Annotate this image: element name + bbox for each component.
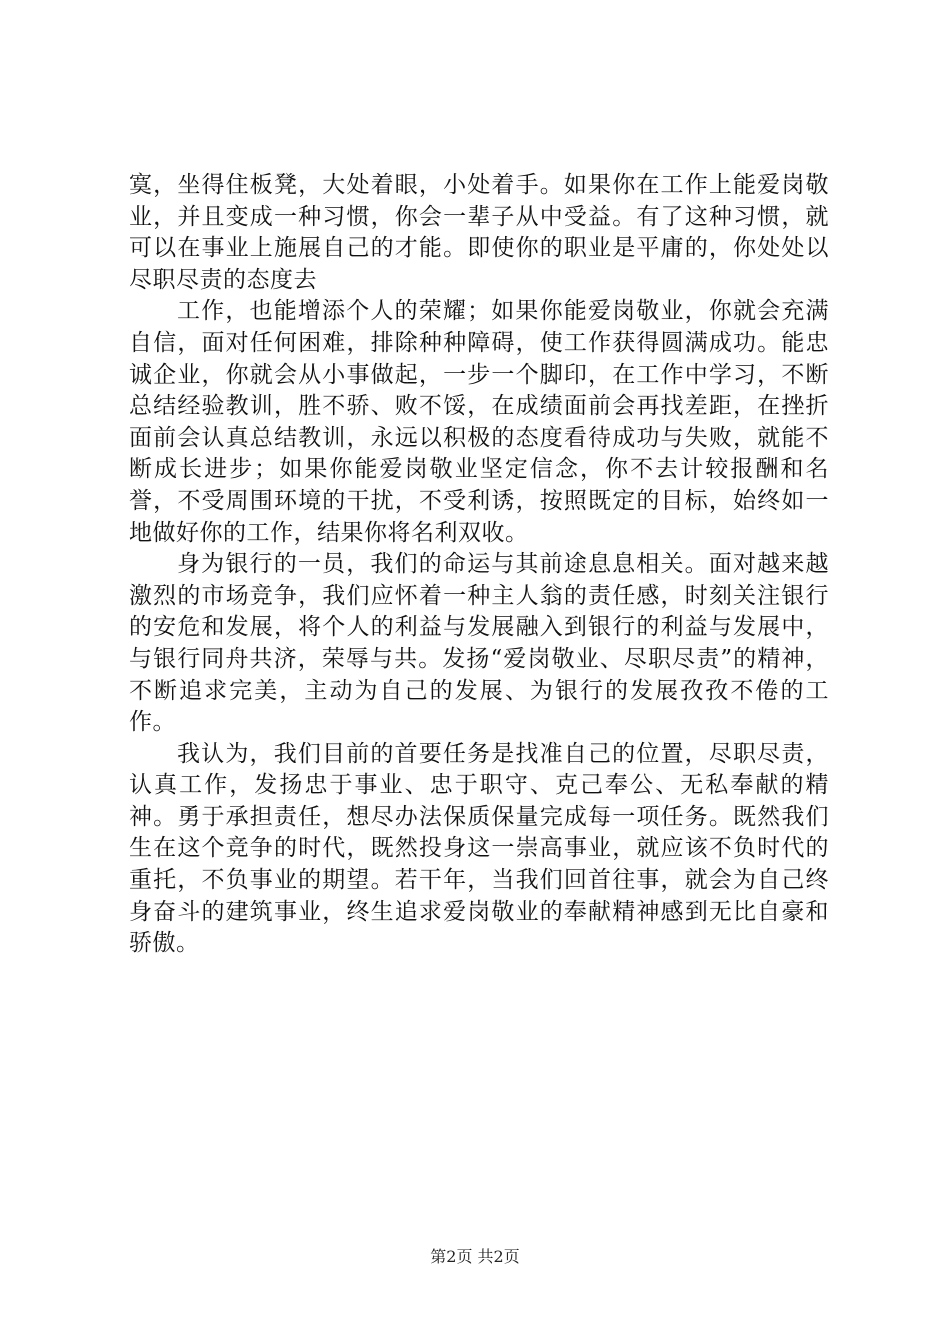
- document-body: [129, 170, 829, 960]
- page-footer: 第2页 共2页: [430, 1247, 520, 1266]
- paragraph-2: 工作，也能增添个人的荣耀；如果你能爱岗敬业，你就会充满自信，面对任何困难，排除种种障碍，使工作获得圆满成功。能忠诚企业，你就会从小事做起，一步一个脚印，在工作中学习，不断总结经验教训，胜不骄、败不馁，在成绩面前会再找差距，在挫折面前会认真总结教训，永远以积极的态度看待成功与失败，就能不断成长进步；如果你能爱岗敬业坚定信念，你不去计较报酬和名誉，不受周围环境的干扰，不受利诱，按照既定的目标，始终如一地做好你的工作，结果你将名利双收。: [129, 298, 829, 546]
- paragraph-1: 寞，坐得住板凳，大处着眼，小处着手。如果你在工作上能爱岗敬业，并且变成一种习惯，你会一辈子从中受益。有了这种习惯，就可以在事业上施展自己的才能。即使你的职业是平庸的，你处处以尽职尽责的态度去: [129, 172, 829, 293]
- paragraph-4: 我认为，我们目前的首要任务是找准自己的位置，尽职尽责，认真工作，发扬忠于事业、忠于职守、克己奉公、无私奉献的精神。勇于承担责任，想尽办法保质保量完成每一项任务。既然我们生在这个竞争的时代，既然投身这一崇高事业，就应该不负时代的重托，不负事业的期望。若干年，当我们回首往事，就会为自己终身奋斗的建筑事业，终生追求爱岗敬业的奉献精神感到无比自豪和骄傲。: [129, 740, 829, 957]
- paragraph-3: 身为银行的一员，我们的命运与其前途息息相关。面对越来越激烈的市场竞争，我们应怀着一种主人翁的责任感，时刻关注银行的安危和发展，将个人的利益与发展融入到银行的利益与发展中，与银行同舟共济，荣辱与共。发扬“爱岗敬业、尽职尽责”的精神，不断追求完美，主动为自己的发展、为银行的发展孜孜不倦的工作。: [129, 551, 829, 736]
